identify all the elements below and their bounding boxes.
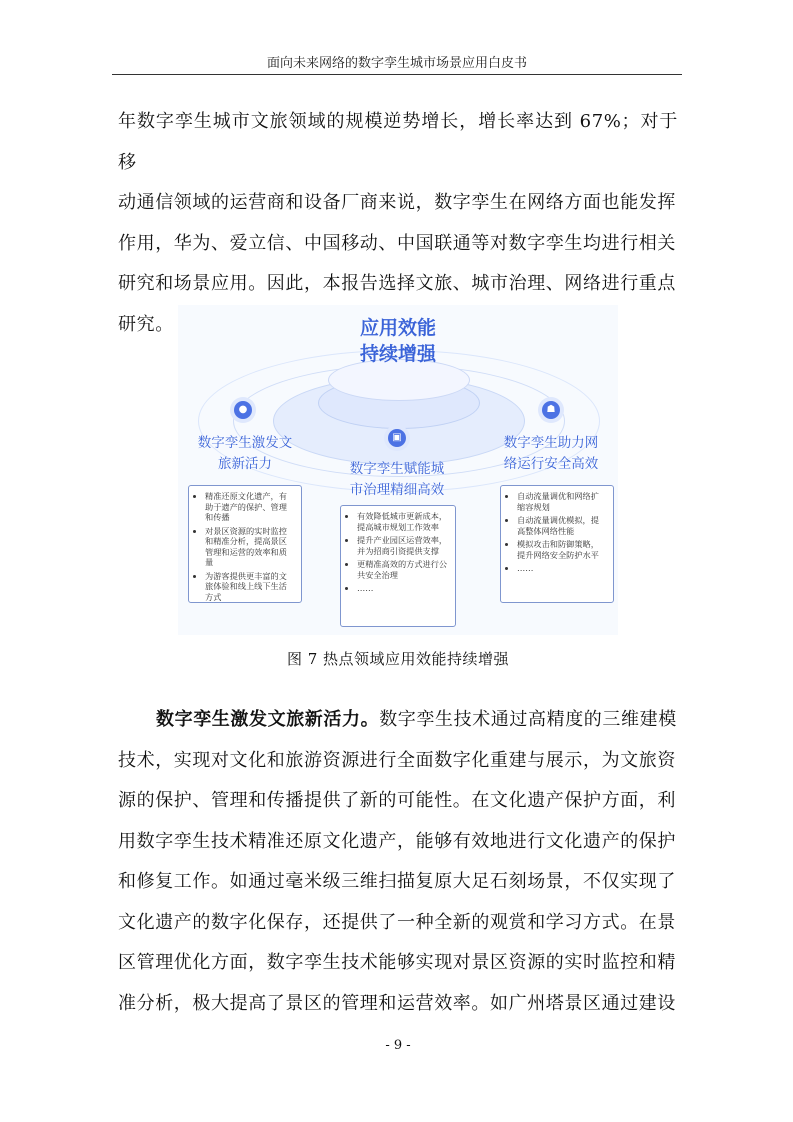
column-title-line: 旅新活力 [218,456,272,472]
text-line: 准分析，极大提高了景区的管理和运营效率。如广州塔景区通过建设 [118,992,676,1014]
column-box-network [500,485,614,603]
list-item: • …… [517,563,607,574]
text-line [118,700,678,741]
text-line: 研究和场景应用。因此，本报告选择文旅、城市治理、网络进行重点 [118,273,676,294]
figure-application-efficiency [178,305,618,635]
text-run: 数字孪生技术通过高精度的三维建模 [379,709,677,730]
column-box-culture-tourism [188,485,302,603]
location-pin-icon: ● [234,401,252,419]
figure-hero-title-line2: 持续增强 [359,343,436,365]
column-title-culture-tourism [186,433,304,475]
column-title-line: 市治理精细高效 [349,482,445,498]
list-item: • 自动流量调优模拟，提高整体网络性能 [517,515,607,536]
column-box-city-governance [340,505,456,627]
list-item: • 自动流量调优和网络扩缩容规划 [517,491,607,512]
text-line: 研究。 [118,313,174,335]
list-item: • 有效降低城市更新成本，提高城市规划工作效率 [357,511,449,532]
text-line: 动通信领域的运营商和设备厂商来说，数字孪生在网络方面也能发挥 [118,192,676,213]
text-line: 源的保护、管理和传播提供了新的可能性。在文化遗产保护方面，利 [118,790,676,811]
list-item: • …… [357,583,449,594]
list-item: • 精准还原文化遗产，有助于遗产的保护、管理和传播 [205,491,295,523]
list-item: • 模拟攻击和防御策略，提升网络安全防护水平 [517,539,607,560]
culture-tourism-paragraph [118,700,678,1024]
column-title-line: 数字孪生激发文 [197,435,293,451]
list-item: • 更精准高效的方式进行公共安全治理 [357,559,449,580]
text-line: 和修复工作。如通过毫米级三维扫描复原大足石刻场景，不仅实现了 [118,871,676,892]
figure-hero-title-line1: 应用效能 [359,317,436,339]
users-icon: ☗ [542,401,560,419]
running-header: 面向未来网络的数字孪生城市场景应用白皮书 [266,56,527,71]
text-line: 区管理优化方面，数字孪生技术能够实现对景区资源的实时监控和精 [118,952,676,973]
page-number: - 9 - [385,1038,411,1053]
column-title-network [490,433,612,475]
column-title-city-governance [334,459,460,501]
list-item: • 提升产业园区运营效率，并为招商引资提供支撑 [357,535,449,556]
header-divider [112,74,682,75]
text-line: 文化遗产的数字化保存，还提供了一种全新的观赏和学习方式。在景 [118,911,676,933]
building-icon: ▣ [388,429,406,447]
column-title-line: 络运行安全高效 [503,456,599,472]
text-line: 技术，实现对文化和旅游资源进行全面数字化重建与展示，为文旅资 [118,749,676,771]
paragraph-lead-heading: 数字孪生激发文旅新活力。 [156,709,380,730]
text-line: 用数字孪生技术精准还原文化遗产，能够有效地进行文化遗产的保护 [118,830,676,852]
column-title-line: 数字孪生赋能城 [349,461,445,477]
text-line: 年数字孪生城市文旅领域的规模逆势增长，增长率达到 67%；对于移 [118,111,678,173]
column-title-line: 数字孪生助力网 [503,435,599,451]
text-line: 作用，华为、爱立信、中国移动、中国联通等对数字孪生均进行相关 [118,232,676,254]
list-item: • 为游客提供更丰富的文旅体验和线上线下生活方式 [205,571,295,603]
list-item: • 对景区资源的实时监控和精准分析，提高景区管理和运营的效率和质量 [205,526,295,568]
figure-caption: 图 7 热点领域应用效能持续增强 [286,650,510,668]
